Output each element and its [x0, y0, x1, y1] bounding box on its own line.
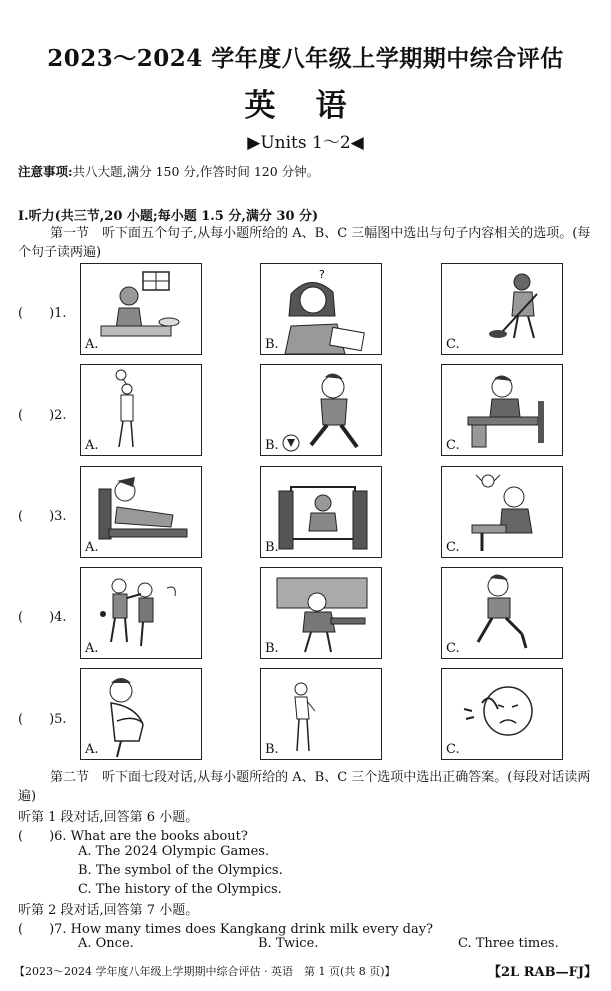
option-label: A. — [85, 742, 99, 757]
exam-code: 【2L RAB—FJ】 — [488, 965, 597, 980]
question-number: ( )2. — [18, 408, 67, 423]
picture-option[interactable] — [441, 567, 563, 659]
question-number: ( )5. — [18, 712, 67, 727]
answer-option[interactable]: A. The 2024 Olympic Games. — [78, 844, 270, 859]
question-stem: ( )7. How many times does Kangkang drink milk every day? — [18, 922, 434, 937]
notice-text: 共八大题,满分 150 分,作答时间 120 分钟。 — [72, 164, 320, 179]
boy-reading-lamp-icon — [442, 467, 563, 558]
option-label: B. — [265, 641, 279, 656]
picture-option[interactable] — [80, 466, 202, 558]
svg-text:?: ? — [319, 268, 325, 281]
subject-title: 英语 — [244, 88, 387, 124]
answer-option[interactable]: C. The history of the Olympics. — [78, 882, 282, 897]
question-number: ( )4. — [18, 610, 67, 625]
picture-option[interactable] — [80, 364, 202, 456]
option-label: A. — [85, 438, 99, 453]
picture-option[interactable] — [260, 466, 382, 558]
option-label: A. — [85, 337, 99, 352]
answer-option[interactable]: A. Once. — [78, 936, 134, 951]
question-stem: ( )6. What are the books about? — [18, 829, 248, 844]
part2-instructions: 第二节 听下面七段对话,从每小题所给的 A、B、C 三个选项中选出正确答案。(每段对话读两遍) — [18, 770, 591, 804]
man-stomachache-icon — [81, 669, 202, 760]
picture-option[interactable] — [260, 364, 382, 456]
boy-tired-desk-icon — [261, 568, 382, 659]
picture-option[interactable] — [260, 263, 382, 355]
option-label: A. — [85, 540, 99, 555]
picture-option[interactable] — [80, 263, 202, 355]
notice-label: 注意事项: — [18, 164, 73, 179]
option-label: A. — [85, 641, 99, 656]
option-label: B. — [265, 540, 279, 555]
girl-at-window-icon — [261, 467, 382, 558]
picture-option[interactable] — [441, 668, 563, 760]
option-label: C. — [446, 337, 460, 352]
page-footer: 【2023～2024 学年度八年级上学期期中综合评估 · 英语 第 1 页(共 8 页)】 — [14, 965, 396, 978]
basketball-player-icon — [81, 365, 202, 456]
option-label: B. — [265, 337, 279, 352]
option-label: B. — [265, 438, 279, 453]
dialog-intro: 听第 2 段对话,回答第 7 小题。 — [18, 903, 199, 918]
boy-running-icon — [442, 568, 563, 659]
question-number: ( )3. — [18, 509, 67, 524]
part1-instructions: 第一节 听下面五个句子,从每小题所给的 A、B、C 三幅图中选出与句子内容相关的选项。(每个句子读两遍) — [18, 226, 591, 260]
man-backache-icon — [261, 669, 382, 760]
person-sleeping-icon — [81, 467, 202, 558]
option-label: C. — [446, 742, 460, 757]
girl-thinking-writing-icon — [261, 264, 382, 355]
picture-option[interactable] — [441, 466, 563, 558]
section-heading: Ⅰ.听力(共三节,20 小题;每小题 1.5 分,满分 30 分) — [18, 209, 319, 224]
units-label: ▶Units 1～2◀ — [247, 133, 364, 153]
question-number: ( )1. — [18, 306, 67, 321]
dialog-intro: 听第 1 段对话,回答第 6 小题。 — [18, 810, 199, 825]
option-label: C. — [446, 641, 460, 656]
picture-option[interactable] — [260, 567, 382, 659]
answer-option[interactable]: C. Three times. — [458, 936, 559, 951]
picture-option[interactable] — [441, 364, 563, 456]
kids-fighting-icon — [81, 568, 202, 659]
option-label: B. — [265, 742, 279, 757]
answer-option[interactable]: B. Twice. — [258, 936, 319, 951]
picture-option[interactable] — [80, 567, 202, 659]
notice — [18, 162, 319, 180]
face-toothache-icon — [442, 669, 563, 760]
picture-option[interactable] — [260, 668, 382, 760]
picture-option[interactable] — [441, 263, 563, 355]
option-label: C. — [446, 438, 460, 453]
answer-option[interactable]: B. The symbol of the Olympics. — [78, 863, 283, 878]
picture-option[interactable] — [80, 668, 202, 760]
girl-sweeping-icon — [442, 264, 563, 355]
option-label: C. — [446, 540, 460, 555]
boy-playing-soccer-icon — [261, 365, 382, 456]
exam-title: 2023～2024 学年度八年级上学期期中综合评估 — [47, 45, 564, 72]
girl-washing-dishes-icon — [81, 264, 202, 355]
boy-studying-desk-icon — [442, 365, 563, 456]
